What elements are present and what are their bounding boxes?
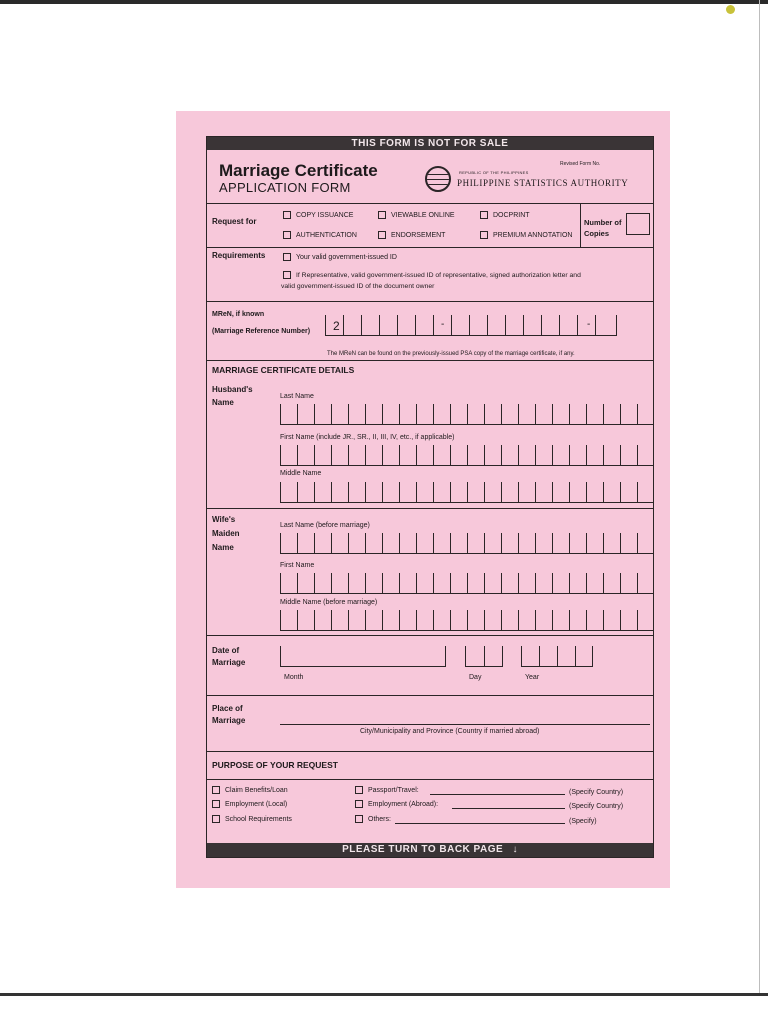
purpose-employment-local[interactable]: Employment (Local) bbox=[212, 800, 287, 808]
mren-label: MReN, if known bbox=[212, 311, 265, 318]
divider bbox=[207, 301, 653, 302]
option-viewable-online[interactable]: VIEWABLE ONLINE bbox=[378, 211, 455, 219]
specify-country-caption-2: (Specify Country) bbox=[569, 803, 624, 810]
husband-last-name-label: Last Name bbox=[280, 393, 314, 400]
date-of-marriage-label: Date of bbox=[212, 646, 240, 655]
divider bbox=[207, 635, 653, 636]
scan-right-edge bbox=[759, 0, 760, 995]
marriage-day-input[interactable] bbox=[465, 647, 503, 667]
details-heading: MARRIAGE CERTIFICATE DETAILS bbox=[212, 365, 355, 375]
option-authentication[interactable]: AUTHENTICATION bbox=[283, 231, 357, 239]
place-of-marriage-label: Place of bbox=[212, 704, 243, 713]
wife-first-name-label: First Name bbox=[280, 562, 315, 569]
checkbox[interactable] bbox=[378, 211, 386, 219]
mren-prefix-digit: 2 bbox=[333, 319, 340, 333]
wife-middle-name-label: Middle Name (before marriage) bbox=[280, 599, 378, 606]
turn-to-back-banner bbox=[207, 843, 653, 857]
requirement-own-id[interactable]: Your valid government-issued ID bbox=[283, 253, 397, 261]
scan-bottom-edge bbox=[0, 993, 768, 996]
divider bbox=[207, 203, 653, 204]
wife-middle-name-input[interactable] bbox=[280, 611, 654, 631]
option-copy-issuance[interactable]: COPY ISSUANCE bbox=[283, 211, 353, 219]
checkbox[interactable] bbox=[480, 211, 488, 219]
divider bbox=[207, 247, 653, 248]
place-of-marriage-input[interactable] bbox=[280, 724, 650, 725]
number-of-copies-label: Number of Copies bbox=[584, 218, 622, 238]
agency-name: PHILIPPINE STATISTICS AUTHORITY bbox=[457, 178, 629, 188]
others-specify-input[interactable] bbox=[395, 823, 565, 824]
employment-abroad-country-input[interactable] bbox=[452, 808, 565, 809]
wife-last-name-label: Last Name (before marriage) bbox=[280, 522, 370, 529]
checkbox[interactable] bbox=[378, 231, 386, 239]
checkbox[interactable] bbox=[355, 815, 363, 823]
checkbox[interactable] bbox=[283, 253, 291, 261]
husband-label-name: Name bbox=[212, 398, 234, 407]
divider bbox=[207, 695, 653, 696]
divider bbox=[207, 751, 653, 752]
checkbox[interactable] bbox=[480, 231, 488, 239]
month-caption: Month bbox=[284, 674, 304, 681]
husband-first-name-label: First Name (include JR., SR., II, III, IV, etc., if applicable) bbox=[280, 434, 455, 441]
wife-last-name-input[interactable] bbox=[280, 534, 654, 554]
arrow-down-icon: ↓ bbox=[512, 844, 518, 855]
requirements-label: Requirements bbox=[212, 251, 266, 260]
passport-country-input[interactable] bbox=[430, 794, 565, 795]
requirement-representative[interactable]: If Representative, valid government-issued ID of representative, signed authorization letter and bbox=[283, 271, 581, 279]
divider bbox=[207, 779, 653, 780]
not-for-sale-banner: THIS FORM IS NOT FOR SALE bbox=[207, 137, 653, 150]
option-endorsement[interactable]: ENDORSEMENT bbox=[378, 231, 445, 239]
checkbox[interactable] bbox=[283, 231, 291, 239]
purpose-passport-travel[interactable]: Passport/Travel: bbox=[355, 786, 419, 794]
psa-seal-icon bbox=[425, 166, 451, 192]
checkbox[interactable] bbox=[355, 786, 363, 794]
husband-middle-name-input[interactable] bbox=[280, 483, 654, 503]
checkbox[interactable] bbox=[283, 271, 291, 279]
wife-label-name: Name bbox=[212, 543, 234, 552]
mren-dash-2: - bbox=[587, 319, 591, 330]
place-caption: City/Municipality and Province (Country if married abroad) bbox=[360, 728, 540, 735]
marriage-month-input[interactable] bbox=[280, 647, 446, 667]
husband-last-name-input[interactable] bbox=[280, 405, 654, 425]
checkbox[interactable] bbox=[283, 211, 291, 219]
wife-label-maiden: Maiden bbox=[212, 529, 240, 538]
husband-first-name-input[interactable] bbox=[280, 446, 654, 466]
checkbox[interactable] bbox=[212, 800, 220, 808]
option-premium-annotation[interactable]: PREMIUM ANNOTATION bbox=[480, 231, 572, 239]
option-docprint[interactable]: DOCPRINT bbox=[480, 211, 530, 219]
purpose-others[interactable]: Others: bbox=[355, 815, 391, 823]
agency-republic-text: REPUBLIC OF THE PHILIPPINES bbox=[459, 170, 529, 175]
requirement-representative-line2: valid government-issued ID of the document owner bbox=[281, 283, 435, 290]
husband-middle-name-label: Middle Name bbox=[280, 470, 322, 477]
revised-form-no: Revised Form No. bbox=[560, 161, 601, 167]
pink-form-sheet bbox=[176, 111, 670, 888]
checkbox[interactable] bbox=[355, 800, 363, 808]
specify-country-caption: (Specify Country) bbox=[569, 789, 624, 796]
mren-note: The MReN can be found on the previously-issued PSA copy of the marriage certificate, if any. bbox=[327, 351, 575, 357]
purpose-heading: PURPOSE OF YOUR REQUEST bbox=[212, 760, 338, 770]
specify-caption: (Specify) bbox=[569, 818, 597, 825]
marriage-year-input[interactable] bbox=[521, 647, 593, 667]
form-frame bbox=[206, 136, 654, 858]
scan-dust-mark bbox=[726, 5, 735, 14]
place-of-marriage-label-2: Marriage bbox=[212, 716, 246, 725]
checkbox[interactable] bbox=[212, 815, 220, 823]
purpose-school-requirements[interactable]: School Requirements bbox=[212, 815, 292, 823]
copies-divider bbox=[580, 203, 581, 247]
date-of-marriage-label-2: Marriage bbox=[212, 658, 246, 667]
form-title: Marriage Certificate bbox=[219, 161, 378, 180]
turn-to-back-text: PLEASE TURN TO BACK PAGE bbox=[342, 844, 504, 855]
divider bbox=[207, 508, 653, 509]
wife-first-name-input[interactable] bbox=[280, 574, 654, 594]
day-caption: Day bbox=[469, 674, 482, 681]
husband-label: Husband's bbox=[212, 385, 253, 394]
number-of-copies-input[interactable] bbox=[626, 213, 650, 235]
divider bbox=[207, 360, 653, 361]
mren-label-full: (Marriage Reference Number) bbox=[212, 328, 311, 335]
wife-label: Wife's bbox=[212, 515, 236, 524]
scan-top-edge bbox=[0, 0, 768, 4]
checkbox[interactable] bbox=[212, 786, 220, 794]
year-caption: Year bbox=[525, 674, 540, 681]
form-subtitle: APPLICATION FORM bbox=[219, 180, 351, 195]
purpose-employment-abroad[interactable]: Employment (Abroad): bbox=[355, 800, 438, 808]
mren-dash-1: - bbox=[441, 319, 445, 330]
request-for-label: Request for bbox=[212, 217, 257, 226]
purpose-claim-benefits[interactable]: Claim Benefits/Loan bbox=[212, 786, 288, 794]
mren-input[interactable] bbox=[325, 316, 617, 336]
